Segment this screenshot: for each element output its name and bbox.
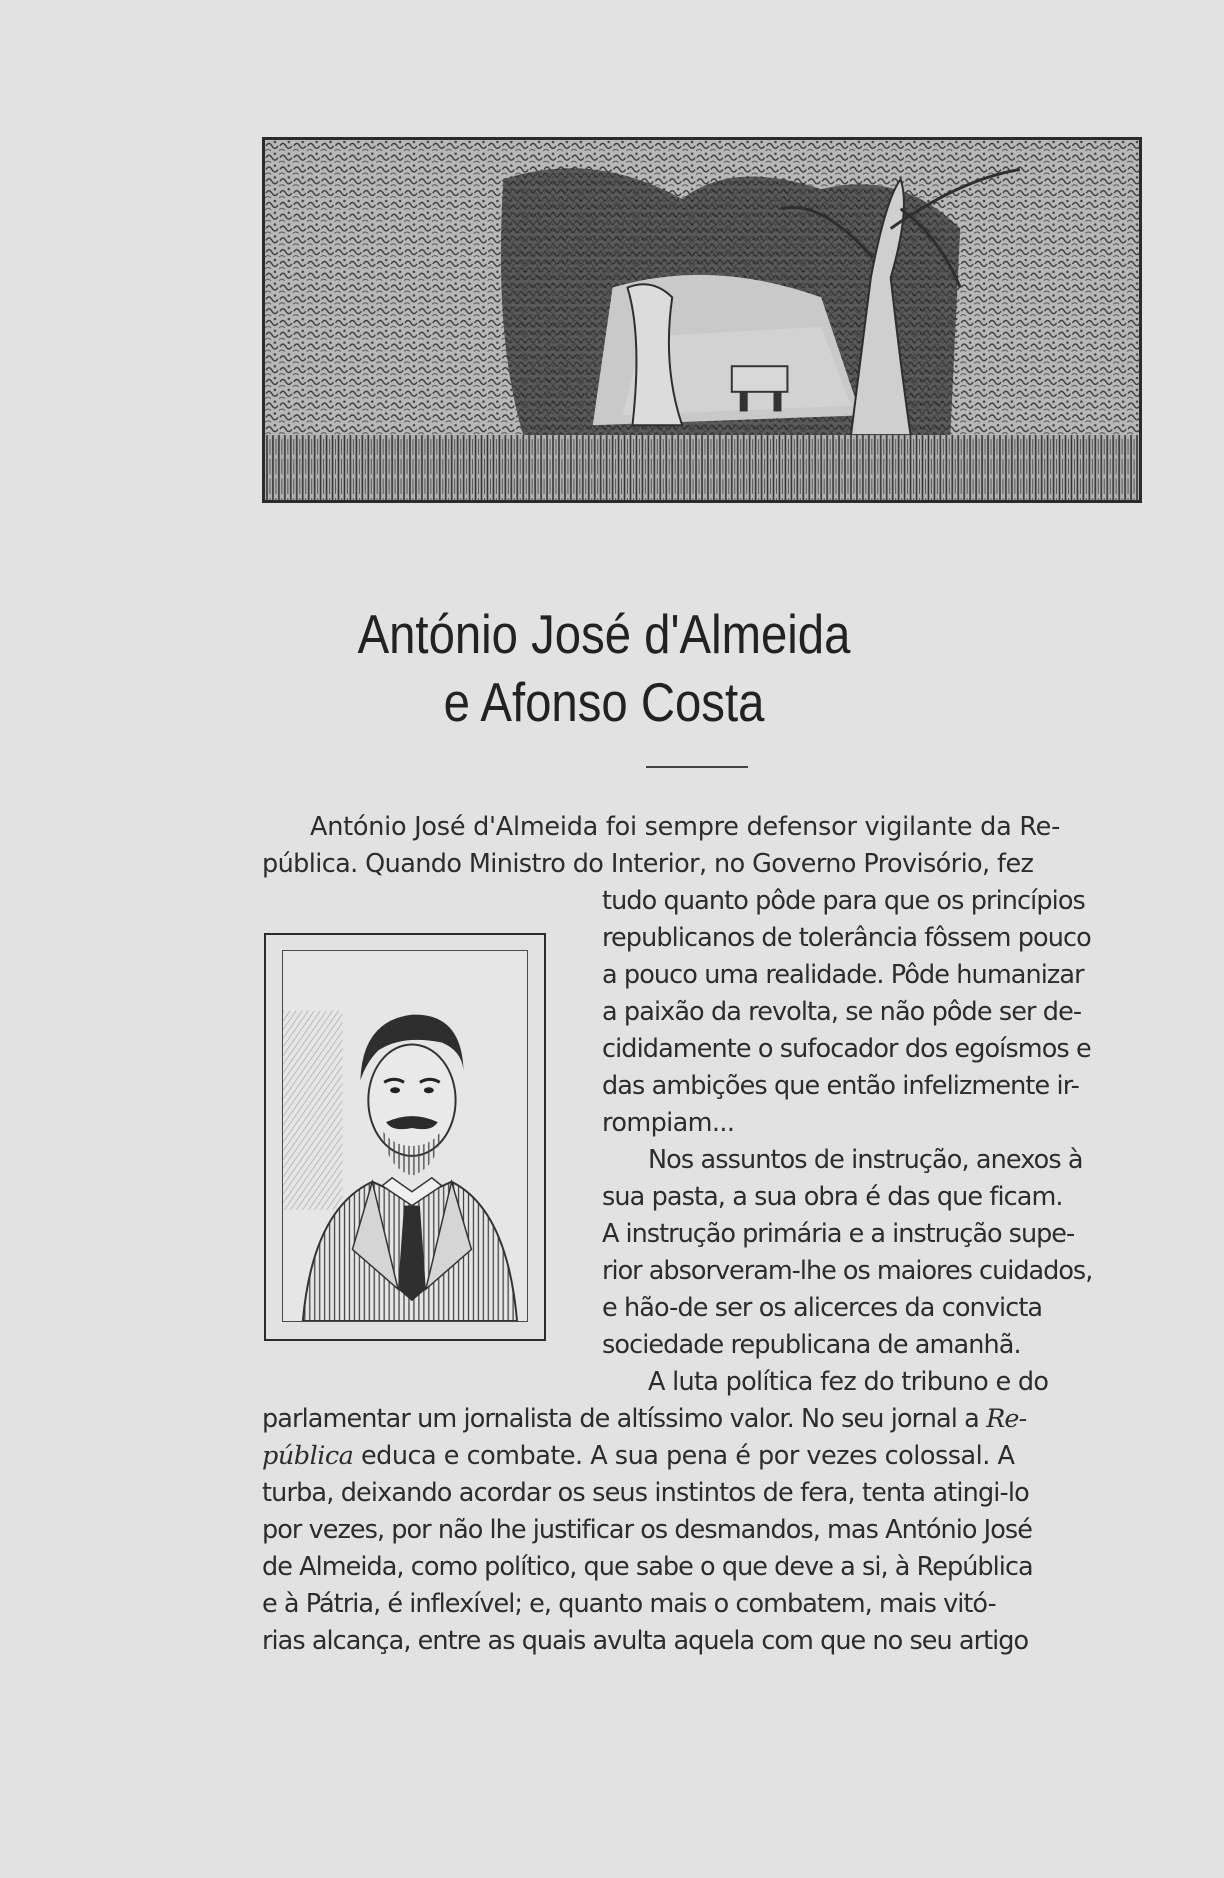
text-line-11: sua pasta, a sua obra é das que ficam. xyxy=(602,1182,1063,1212)
text-line-13: rior absorveram-lhe os maiores cuidados, xyxy=(602,1256,1093,1286)
header-engraving xyxy=(262,137,1142,503)
text-line-1: António José d'Almeida foi sempre defensor vigilante da Re- xyxy=(310,812,1061,842)
text-line-17-main: parlamentar um jornalista de altíssimo valor. No seu jornal a xyxy=(262,1404,987,1434)
italic-republica-start: Re- xyxy=(986,1404,1027,1434)
text-line-17 xyxy=(262,1404,1026,1434)
text-line-10: Nos assuntos de instrução, anexos à xyxy=(648,1145,1083,1175)
portrait-image xyxy=(282,950,528,1322)
text-line-4: republicanos de tolerância fôssem pouco xyxy=(602,923,1091,953)
text-line-12: A instrução primária e a instrução supe- xyxy=(602,1219,1075,1249)
page-title-line-2: e Afonso Costa xyxy=(443,671,765,733)
text-line-21: de Almeida, como político, que sabe o que deve a si, à República xyxy=(262,1552,1033,1582)
text-line-6: a paixão da revolta, se não pôde ser de- xyxy=(602,997,1082,1027)
woodland-engraving-icon xyxy=(265,140,1139,500)
text-line-19: turba, deixando acordar os seus instintos de fera, tenta atingi-lo xyxy=(262,1478,1029,1508)
text-line-2: pública. Quando Ministro do Interior, no Governo Provisório, fez xyxy=(262,849,1034,879)
title-divider xyxy=(646,766,748,768)
portrait-engraving-icon xyxy=(283,951,527,1321)
text-line-8: das ambições que então infelizmente ir- xyxy=(602,1071,1079,1101)
text-line-9: rompiam... xyxy=(602,1108,735,1138)
text-line-22: e à Pátria, é inflexível; e, quanto mais o combatem, mais vitó- xyxy=(262,1589,996,1619)
text-line-7: cididamente o sufocador dos egoísmos e xyxy=(602,1034,1091,1064)
text-line-3: tudo quanto pôde para que os princípios xyxy=(602,886,1085,916)
text-line-18 xyxy=(262,1441,1014,1471)
text-line-5: a pouco uma realidade. Pôde humanizar xyxy=(602,960,1084,990)
text-line-20: por vezes, por não lhe justificar os desmandos, mas António José xyxy=(262,1515,1032,1545)
text-line-23: rias alcança, entre as quais avulta aquela com que no seu artigo xyxy=(262,1626,1029,1656)
text-line-16: A luta política fez do tribuno e do xyxy=(648,1367,1049,1397)
page-title-line-1: António José d'Almeida xyxy=(357,603,851,665)
text-line-18-rest: educa e combate. A sua pena é por vezes colossal. A xyxy=(353,1441,1015,1471)
italic-republica-end: pública xyxy=(262,1441,354,1471)
text-line-15: sociedade republicana de amanhã. xyxy=(602,1330,1021,1360)
text-line-14: e hão-de ser os alicerces da convicta xyxy=(602,1293,1043,1323)
